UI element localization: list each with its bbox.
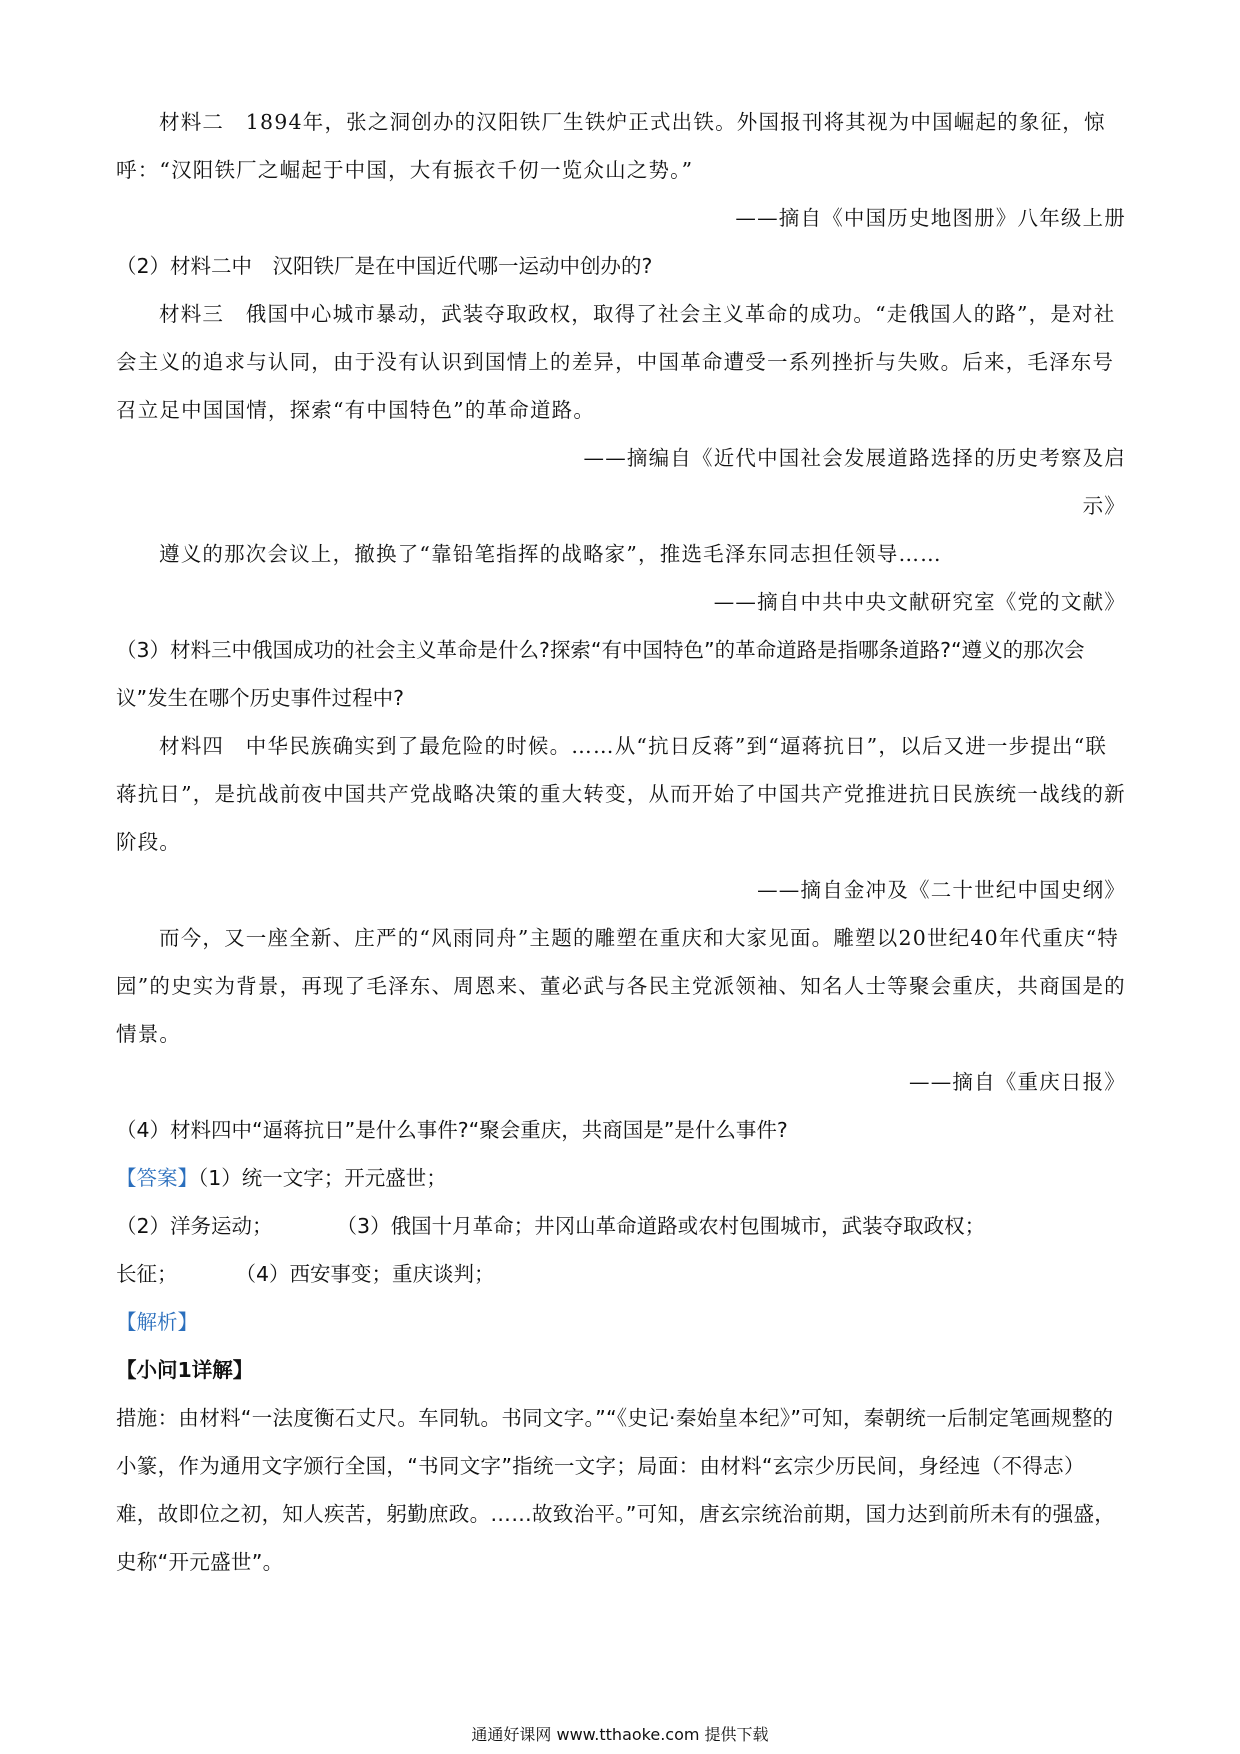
material-4-source: ——摘自金冲及《二十世纪中国史纲》 xyxy=(757,878,1126,902)
answer-3-continued: 长征； xyxy=(116,1262,178,1286)
material-3-source-line1: ——摘编自《近代中国社会发展道路选择的历史考察及启 xyxy=(583,446,1126,470)
analysis-tag: 【解析】 xyxy=(116,1310,198,1334)
question-4: （4）材料四中“逼蒋抗日”是什么事件?“聚会重庆，共商国是”是什么事件? xyxy=(116,1118,788,1142)
analysis-text: 措施：由材料“一法度衡石丈尺。车同轨。书同文字。”“《史记·秦始皇本纪》”可知，秦朝统一后制定笔画规整的小篆，作为通用文字颁行全国，“书同文字”指统一文字；局面：由材料“玄宗少历民间，身经迍（不得志）难，故即位之初，知人疾苦，躬勤庶政。……故致治平。”可知，唐玄宗统治前期，国力达到前所未有的强盛，史称“开元盛世”。 xyxy=(116,1406,1116,1574)
material-2-source: ——摘自《中国历史地图册》八年级上册 xyxy=(735,206,1126,230)
material-3-source-line2: 示》 xyxy=(1082,494,1126,518)
answer-line-2 xyxy=(116,1202,1126,1250)
page-footer: 通通好课网 www.tthaoke.com 提供下载 xyxy=(471,1725,769,1744)
material-4-text-2: 而今，又一座全新、庄严的“风雨同舟”主题的雕塑在重庆和大家见面。雕塑以20世纪40年代重庆“特园”的史实为背景，再现了毛泽东、周恩来、董必武与各民主党派领袖、知名人士等聚会重庆，共商国是的情景。 xyxy=(116,926,1126,1046)
material-4-text: 材料四 中华民族确实到了最危险的时候。……从“抗日反蒋”到“逼蒋抗日”，以后又进一步提出“联蒋抗日”，是抗战前夜中国共产党战略决策的重大转变，从而开始了中国共产党推进抗日民族统一战线的新阶段。 xyxy=(116,734,1126,854)
answer-tag: 【答案】 xyxy=(116,1166,198,1190)
document-body xyxy=(116,98,1126,1586)
material-3-text: 材料三 俄国中心城市暴动，武装夺取政权，取得了社会主义革命的成功。“走俄国人的路”，是对社会主义的追求与认同，由于没有认识到国情上的差异，中国革命遭受一系列挫折与失败。后来，毛泽东号召立足中国国情，探索“有中国特色”的革命道路。 xyxy=(116,302,1116,422)
material-3-source-2: ——摘自中共中央文献研究室《党的文献》 xyxy=(713,590,1126,614)
question-2: （2）材料二中 汉阳铁厂是在中国近代哪一运动中创办的? xyxy=(116,254,653,278)
material-4-source-2: ——摘自《重庆日报》 xyxy=(909,1070,1126,1094)
answer-line-1 xyxy=(116,1154,1126,1202)
material-2-text: 材料二 1894年，张之洞创办的汉阳铁厂生铁炉正式出铁。外国报刊将其视为中国崛起的象征，惊呼：“汉阳铁厂之崛起于中国，大有振衣千仞一览众山之势。” xyxy=(116,110,1106,182)
answer-3: （3）俄国十月革命；井冈山革命道路或农村包围城市，武装夺取政权； xyxy=(336,1214,986,1238)
subquestion-1-heading: 【小问1详解】 xyxy=(116,1358,254,1382)
answer-line-3 xyxy=(116,1250,1126,1298)
answer-4: （4）西安事变；重庆谈判； xyxy=(235,1262,495,1286)
answer-1: （1）统一文字；开元盛世； xyxy=(198,1166,447,1190)
material-3-text-2: 遵义的那次会议上，撤换了“靠铅笔指挥的战略家”，推选毛泽东同志担任领导…… xyxy=(159,542,942,566)
answer-2: （2）洋务运动； xyxy=(116,1214,273,1238)
question-3: （3）材料三中俄国成功的社会主义革命是什么?探索“有中国特色”的革命道路是指哪条道路?“遵义的那次会议”发生在哪个历史事件过程中? xyxy=(116,638,1085,710)
